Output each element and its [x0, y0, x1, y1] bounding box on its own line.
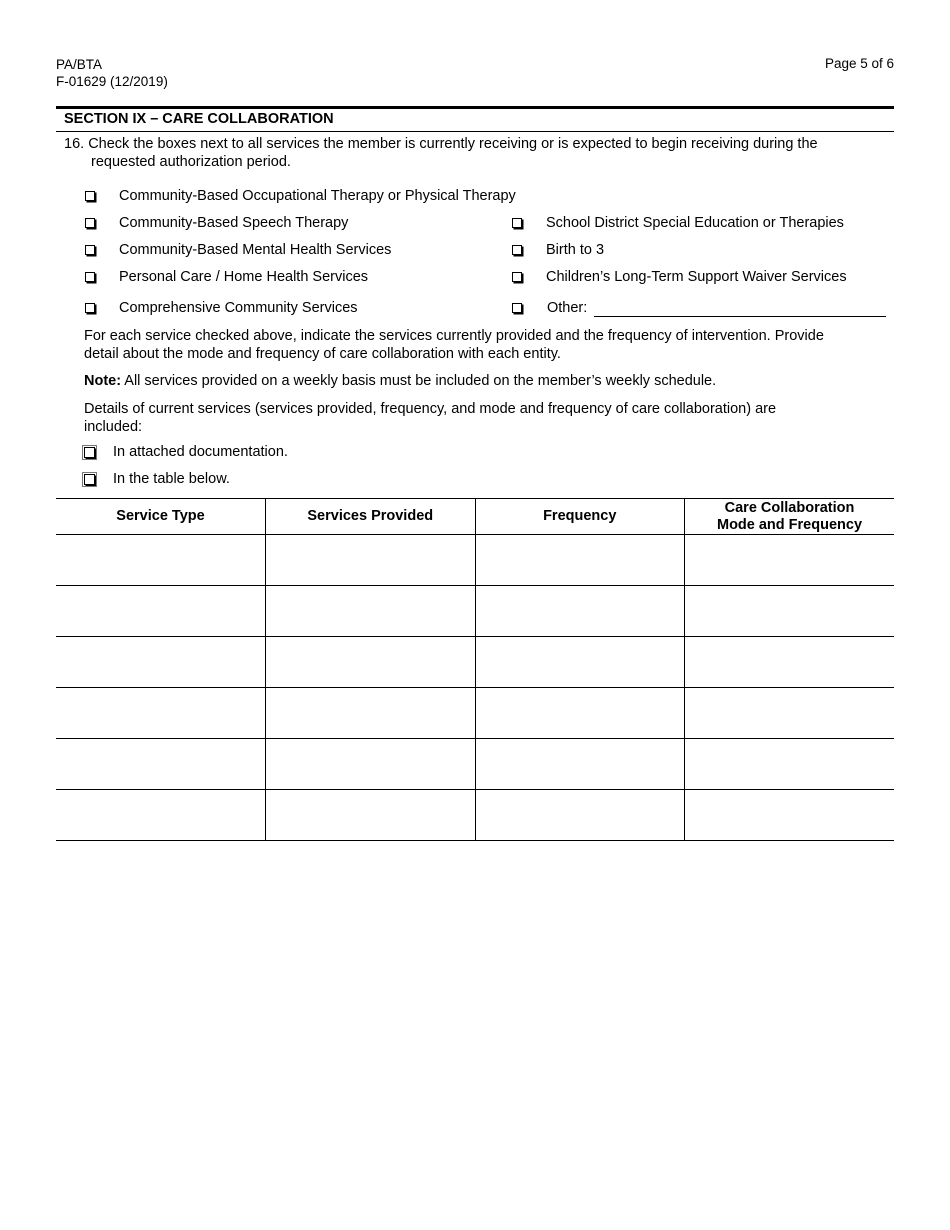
service-label: Children’s Long-Term Support Waiver Services: [546, 269, 847, 285]
table-row: [56, 637, 894, 688]
table-cell[interactable]: [475, 688, 685, 739]
table-cell[interactable]: [56, 688, 266, 739]
instructions-line1: For each service checked above, indicate the services currently provided and the frequency of intervention. Provide: [84, 328, 824, 344]
table-header-row: [56, 499, 894, 535]
header-services-provided: Services Provided: [266, 499, 476, 535]
other-service-input-line[interactable]: [594, 316, 886, 317]
option-label: In the table below.: [113, 471, 230, 487]
table-cell[interactable]: [266, 637, 476, 688]
header-care-collaboration: [685, 499, 895, 535]
table-cell[interactable]: [56, 535, 266, 586]
section-top-rule: [56, 106, 894, 109]
section-bottom-rule: [56, 131, 894, 132]
service-label: Comprehensive Community Services: [119, 300, 358, 316]
table-row: [56, 688, 894, 739]
table-cell[interactable]: [685, 739, 895, 790]
table-row: [56, 586, 894, 637]
details-line2: included:: [84, 419, 143, 435]
table-cell[interactable]: [685, 790, 895, 841]
service-checkbox-school-district[interactable]: [512, 213, 844, 233]
services-table: [56, 498, 894, 841]
table-cell[interactable]: [56, 586, 266, 637]
table-row: [56, 739, 894, 790]
question-number: 16.: [64, 136, 85, 152]
checkbox-icon[interactable]: [85, 191, 95, 201]
form-header-left: [56, 56, 168, 90]
service-label: Community-Based Mental Health Services: [119, 242, 392, 258]
page-number: Page 5 of 6: [824, 56, 894, 71]
service-label: Community-Based Speech Therapy: [119, 215, 349, 231]
table-cell[interactable]: [56, 790, 266, 841]
option-table-below[interactable]: [84, 469, 230, 489]
checkbox-icon[interactable]: [512, 303, 522, 313]
table-cell[interactable]: [266, 790, 476, 841]
table-cell[interactable]: [685, 535, 895, 586]
service-checkbox-ot-pt[interactable]: [85, 186, 516, 206]
table-cell[interactable]: [56, 637, 266, 688]
question-16: [64, 135, 884, 171]
service-label: Community-Based Occupational Therapy or Physical Therapy: [119, 188, 516, 204]
table-cell[interactable]: [475, 739, 685, 790]
table-cell[interactable]: [475, 790, 685, 841]
service-checkbox-clts-waiver[interactable]: [512, 267, 847, 287]
table-cell[interactable]: [266, 739, 476, 790]
checkbox-icon[interactable]: [84, 447, 95, 458]
section-title: SECTION IX – CARE COLLABORATION: [64, 111, 334, 127]
note-paragraph: [84, 372, 884, 390]
table-cell[interactable]: [475, 535, 685, 586]
details-line1: Details of current services (services provided, frequency, and mode and frequency of care collaboration) are: [84, 401, 777, 417]
option-attached-documentation[interactable]: [84, 442, 288, 462]
instructions-line2: detail about the mode and frequency of care collaboration with each entity.: [84, 346, 561, 362]
service-checkbox-comprehensive[interactable]: [85, 298, 358, 318]
service-label: Personal Care / Home Health Services: [119, 269, 369, 285]
details-paragraph: [84, 400, 884, 436]
table-cell[interactable]: [475, 586, 685, 637]
instructions-paragraph: [84, 327, 884, 363]
question-text-line1: Check the boxes next to all services the member is currently receiving or is expected to begin receiving during the: [88, 136, 818, 152]
checkbox-icon[interactable]: [85, 303, 95, 313]
table-row: [56, 790, 894, 841]
checkbox-icon[interactable]: [84, 474, 95, 485]
checkbox-icon[interactable]: [512, 272, 522, 282]
service-checkbox-personal-care[interactable]: [85, 267, 369, 287]
service-label: Birth to 3: [546, 242, 605, 258]
table-cell[interactable]: [685, 688, 895, 739]
table-cell[interactable]: [266, 586, 476, 637]
checkbox-icon[interactable]: [512, 218, 522, 228]
service-label: School District Special Education or Therapies: [546, 215, 844, 231]
form-number: F-01629 (12/2019): [56, 74, 168, 89]
note-text: All services provided on a weekly basis must be included on the member’s weekly schedule.: [121, 373, 717, 389]
header-care-collaboration-line2: Mode and Frequency: [716, 516, 863, 533]
note-label: Note:: [84, 373, 122, 389]
header-frequency: Frequency: [475, 499, 685, 535]
checkbox-icon[interactable]: [512, 245, 522, 255]
table-cell[interactable]: [685, 586, 895, 637]
service-checkbox-speech[interactable]: [85, 213, 349, 233]
service-label: Other:: [547, 300, 588, 316]
table-cell[interactable]: [266, 535, 476, 586]
table-cell[interactable]: [685, 637, 895, 688]
table-cell[interactable]: [266, 688, 476, 739]
header-service-type: Service Type: [56, 499, 266, 535]
table-cell[interactable]: [475, 637, 685, 688]
checkbox-icon[interactable]: [85, 218, 95, 228]
table-cell[interactable]: [56, 739, 266, 790]
table-row: [56, 535, 894, 586]
service-checkbox-birth-to-3[interactable]: [512, 240, 605, 260]
option-label: In attached documentation.: [113, 444, 288, 460]
service-checkbox-other[interactable]: [512, 298, 588, 318]
checkbox-icon[interactable]: [85, 272, 95, 282]
agency-code: PA/BTA: [56, 57, 103, 72]
checkbox-icon[interactable]: [85, 245, 95, 255]
service-checkbox-mental-health[interactable]: [85, 240, 392, 260]
header-care-collaboration-line1: Care Collaboration: [724, 499, 855, 516]
question-text-line2: requested authorization period.: [91, 154, 291, 170]
